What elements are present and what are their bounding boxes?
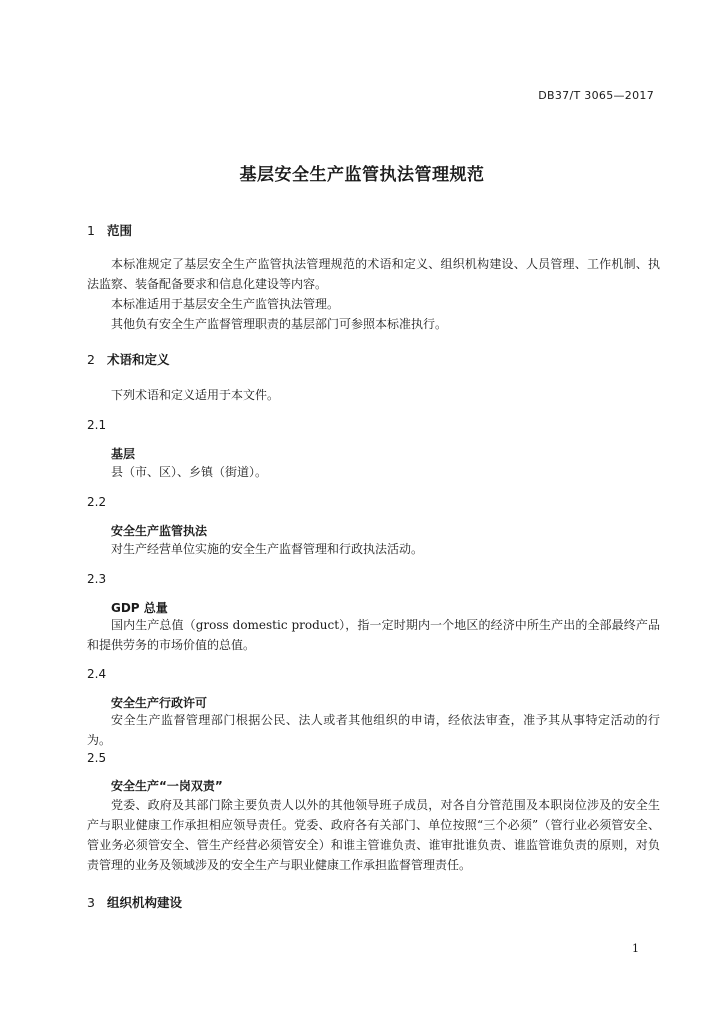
term-definition: 安全生产监督管理部门根据公民、法人或者其他组织的申请，经依法审查，准予其从事特定活动的行为。 — [87, 713, 660, 747]
term-number: 2.1 — [87, 418, 107, 432]
paragraph: 其他负有安全生产监督管理职责的基层部门可参照本标准执行。 — [111, 317, 448, 331]
term-definition: 县（市、区）、乡镇（街道）。 — [111, 465, 268, 479]
section-3-heading — [87, 893, 182, 911]
standard-code: DB37/T 3065—2017 — [538, 89, 654, 102]
section-number: 3 — [87, 895, 95, 910]
term-number: 2.2 — [87, 495, 107, 509]
term-definition-block — [87, 710, 660, 750]
section-title: 范围 — [107, 223, 133, 238]
section-1-heading — [87, 221, 132, 239]
section-1-body — [87, 254, 660, 334]
term-definition: 党委、政府及其部门除主要负责人以外的其他领导班子成员，对各自分管范围及本职岗位涉及的安全生产与职业健康工作承担相应领导责任。党委、政府各有关部门、单位按照“三个必须”（管行业必须管安全、管业务必须管安全、管生产经营必须管安全）和谁主管谁负责、谁审批谁负责、谁监管谁负责的原则，对负责管理的业务及领域涉及的安全生产与职业健康工作承担监督管理责任。 — [87, 798, 660, 872]
term-title: 安全生产行政许可 — [111, 696, 208, 710]
term-definition-block — [87, 795, 660, 875]
term-definition-block — [87, 615, 660, 655]
section-title: 组织机构建设 — [107, 895, 183, 910]
section-number: 2 — [87, 352, 95, 367]
term-definition: 对生产经营单位实施的安全生产监督管理和行政执法活动。 — [111, 542, 424, 556]
section-number: 1 — [87, 223, 95, 238]
paragraph: 本标准规定了基层安全生产监管执法管理规范的术语和定义、组织机构建设、人员管理、工作机制、执法监察、装备配备要求和信息化建设等内容。 — [87, 257, 660, 291]
section-2-heading — [87, 350, 170, 368]
page-number: 1 — [632, 942, 639, 955]
paragraph: 本标准适用于基层安全生产监管执法管理。 — [111, 297, 340, 311]
section-title: 术语和定义 — [107, 352, 170, 367]
term-number: 2.4 — [87, 667, 107, 681]
term-title: 安全生产“一岗双责” — [111, 779, 223, 793]
term-number: 2.5 — [87, 751, 107, 765]
term-title: GDP 总量 — [111, 601, 168, 615]
section-2-intro: 下列术语和定义适用于本文件。 — [111, 388, 280, 402]
term-title: 基层 — [111, 447, 136, 461]
document-title: 基层安全生产监管执法管理规范 — [239, 165, 485, 185]
term-title: 安全生产监管执法 — [111, 524, 208, 538]
term-number: 2.3 — [87, 572, 107, 586]
term-definition: 国内生产总值（gross domestic product），指一定时期内一个地区的经济中所生产出的全部最终产品和提供劳务的市场价值的总值。 — [87, 618, 660, 652]
